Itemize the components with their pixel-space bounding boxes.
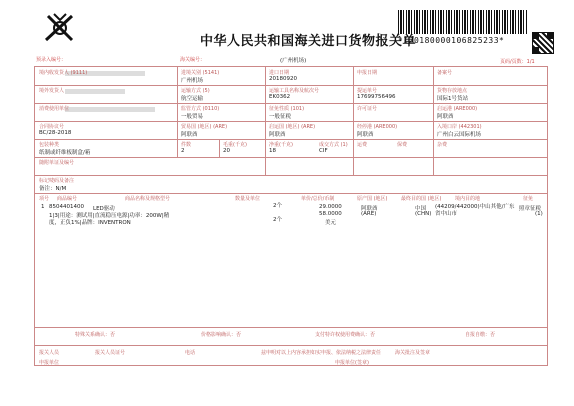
- goods-origin-header: 原产国 (地区): [357, 196, 388, 202]
- goods-levy-code: (1): [535, 211, 543, 217]
- goods-spec-line1: 1|3|用途：测试用|直流稳压电源|功率：200W|精: [49, 213, 170, 219]
- goods-domestic-dest-header: 境内目的地: [455, 196, 481, 202]
- entry-port-value: 广州机场: [181, 78, 204, 84]
- pieces-value: 2: [181, 148, 185, 154]
- goods-spec-line2: 度，正负1%|品牌：INVENTRON: [49, 220, 131, 226]
- transport-mode-value: 航空运输: [181, 96, 204, 102]
- royalty: 支付特许权使用费确认：否: [315, 332, 376, 338]
- seal-label: 申报单位(签章): [335, 360, 369, 366]
- marks-label: 标记唛码及备注: [39, 178, 75, 184]
- bill-label: 提运单号: [357, 88, 378, 94]
- port-value: (广州机场): [280, 58, 307, 64]
- overseas-label: 境外发货人: [39, 88, 65, 94]
- package-value: 纸制或纤维板制盒/箱: [39, 150, 91, 156]
- barcode: [398, 10, 528, 34]
- customs-emblem-icon: [42, 10, 78, 46]
- barcode-number: *I201800001068252​33*: [398, 36, 505, 45]
- misc-label: 杂费: [437, 142, 448, 148]
- contract-label: 合同协议号: [39, 124, 65, 130]
- levy-value: 一般征税: [269, 114, 292, 120]
- customs-note: 海关批注及签章: [395, 350, 431, 356]
- goods-price-header: 单价/总价/币制: [301, 196, 335, 202]
- entry-border-label: 入境口岸 (442301): [437, 124, 482, 130]
- license-label: 许可证号: [357, 106, 378, 112]
- trade-country-value: 阿联酋: [181, 132, 198, 138]
- origin-country-value: 阿联酋: [269, 132, 286, 138]
- deal-label: 成交方式 (1): [319, 142, 348, 148]
- origin-country-label: 启运国 (地区) (ARE): [269, 124, 316, 130]
- goods-final-dest: 中国: [415, 206, 427, 212]
- goods-qty-header: 数量及单位: [235, 196, 261, 202]
- levy-label: 征免性质 (101): [269, 106, 305, 112]
- consumer-label: 消费使用单位: [39, 106, 70, 112]
- special-relation: 特殊关系确认：否: [75, 332, 116, 338]
- qr-code-icon: [532, 32, 554, 54]
- freight-label: 运费: [357, 142, 368, 148]
- price-impact: 价格影响确认：否: [201, 332, 242, 338]
- unit-label: 申报单位: [39, 360, 60, 366]
- declare-date-label: 申报日期: [357, 70, 378, 76]
- goods-total-price: 58.0000: [319, 211, 342, 217]
- gross-label: 毛重(千克): [223, 142, 247, 148]
- goods-levy: 照章征税: [519, 206, 542, 212]
- goods-origin-code: (ARE): [361, 211, 377, 217]
- declaration-grid: [34, 66, 548, 366]
- goods-name: LED驱动: [93, 206, 115, 212]
- goods-domestic-dest: (44209/442000)中山其他/广东省中山市: [435, 204, 515, 217]
- storage-value: 国际1号货站: [437, 96, 468, 102]
- goods-currency: 美元: [325, 220, 337, 226]
- record-label: 备案号: [437, 70, 453, 76]
- depart-port-label: 启运港 (ARE000): [437, 106, 478, 112]
- self-report: 自报自缴：否: [465, 332, 496, 338]
- deal-value: CIF: [319, 148, 328, 154]
- goods-unit-price: 29.0000: [319, 204, 342, 210]
- goods-code-header: 商品编号: [57, 196, 78, 202]
- goods-code: 8504401400: [49, 204, 84, 210]
- trade-country-label: 贸易国 (地区) (ARE): [181, 124, 228, 130]
- goods-final-dest-header: 最终目的国 (地区): [401, 196, 442, 202]
- transport-tool-label: 运输工具名称及航次号: [269, 88, 320, 94]
- goods-final-code: (CHN): [415, 211, 432, 217]
- depart-port-value: 阿联酋: [437, 114, 454, 120]
- storage-label: 货物存放地点: [437, 88, 468, 94]
- contract-value: BC/28-2018: [39, 130, 72, 136]
- entry-staff-label: 报关人员: [39, 350, 60, 356]
- package-label: 包装种类: [39, 142, 60, 148]
- goods-levy-header: 征免: [523, 196, 534, 202]
- pre-entry-label: 预录入编号：: [36, 57, 67, 63]
- goods-seq: 1: [41, 204, 45, 210]
- form-title: 中华人民共和国海关进口货物报关单: [200, 34, 417, 49]
- net-value: 18: [269, 148, 276, 154]
- goods-name-header: 商品名称及规格型号: [125, 196, 171, 202]
- marks-value: 备注：N/M: [39, 186, 67, 192]
- entry-border-value: 广州白云国际机场: [437, 132, 482, 138]
- page-label: 页码/页数：1/1: [500, 59, 535, 65]
- insurance-label: 保费: [397, 142, 408, 148]
- bill-value: 17699756496: [357, 94, 396, 100]
- docs-label: 随附单证及编号: [39, 160, 75, 166]
- phone-label: 电话: [185, 350, 196, 356]
- goods-seq-header: 项号: [39, 196, 50, 202]
- goods-qty1: 2个: [273, 203, 282, 209]
- transit-port-label: 经停港 (ARE000): [357, 124, 398, 130]
- transit-port-value: 阿联酋: [357, 132, 374, 138]
- customs-number-label: 海关编号：: [180, 57, 206, 63]
- goods-origin: 阿联酋: [361, 206, 378, 212]
- gross-value: 20: [223, 148, 230, 154]
- net-label: 净重(千克): [269, 142, 293, 148]
- goods-qty2: 2个: [273, 217, 282, 223]
- supervise-value: 一般贸易: [181, 114, 204, 120]
- transport-mode-label: 运输方式 (5): [181, 88, 210, 94]
- statement: 兹申明对以上内容承担如实申报、依法纳税之法律责任: [261, 350, 382, 356]
- transport-tool-value: EK0362: [269, 94, 291, 100]
- entry-port-label: 进境关别 (5141): [181, 70, 220, 76]
- import-date-label: 进口日期: [269, 70, 290, 76]
- entry-staff-id-label: 报关人员证号: [95, 350, 126, 356]
- pieces-label: 件数: [181, 142, 192, 148]
- import-date-value: 20180920: [269, 76, 297, 82]
- consignee-label: 境内收发货人 (9111): [39, 70, 88, 76]
- supervise-label: 监管方式 (0110): [181, 106, 220, 112]
